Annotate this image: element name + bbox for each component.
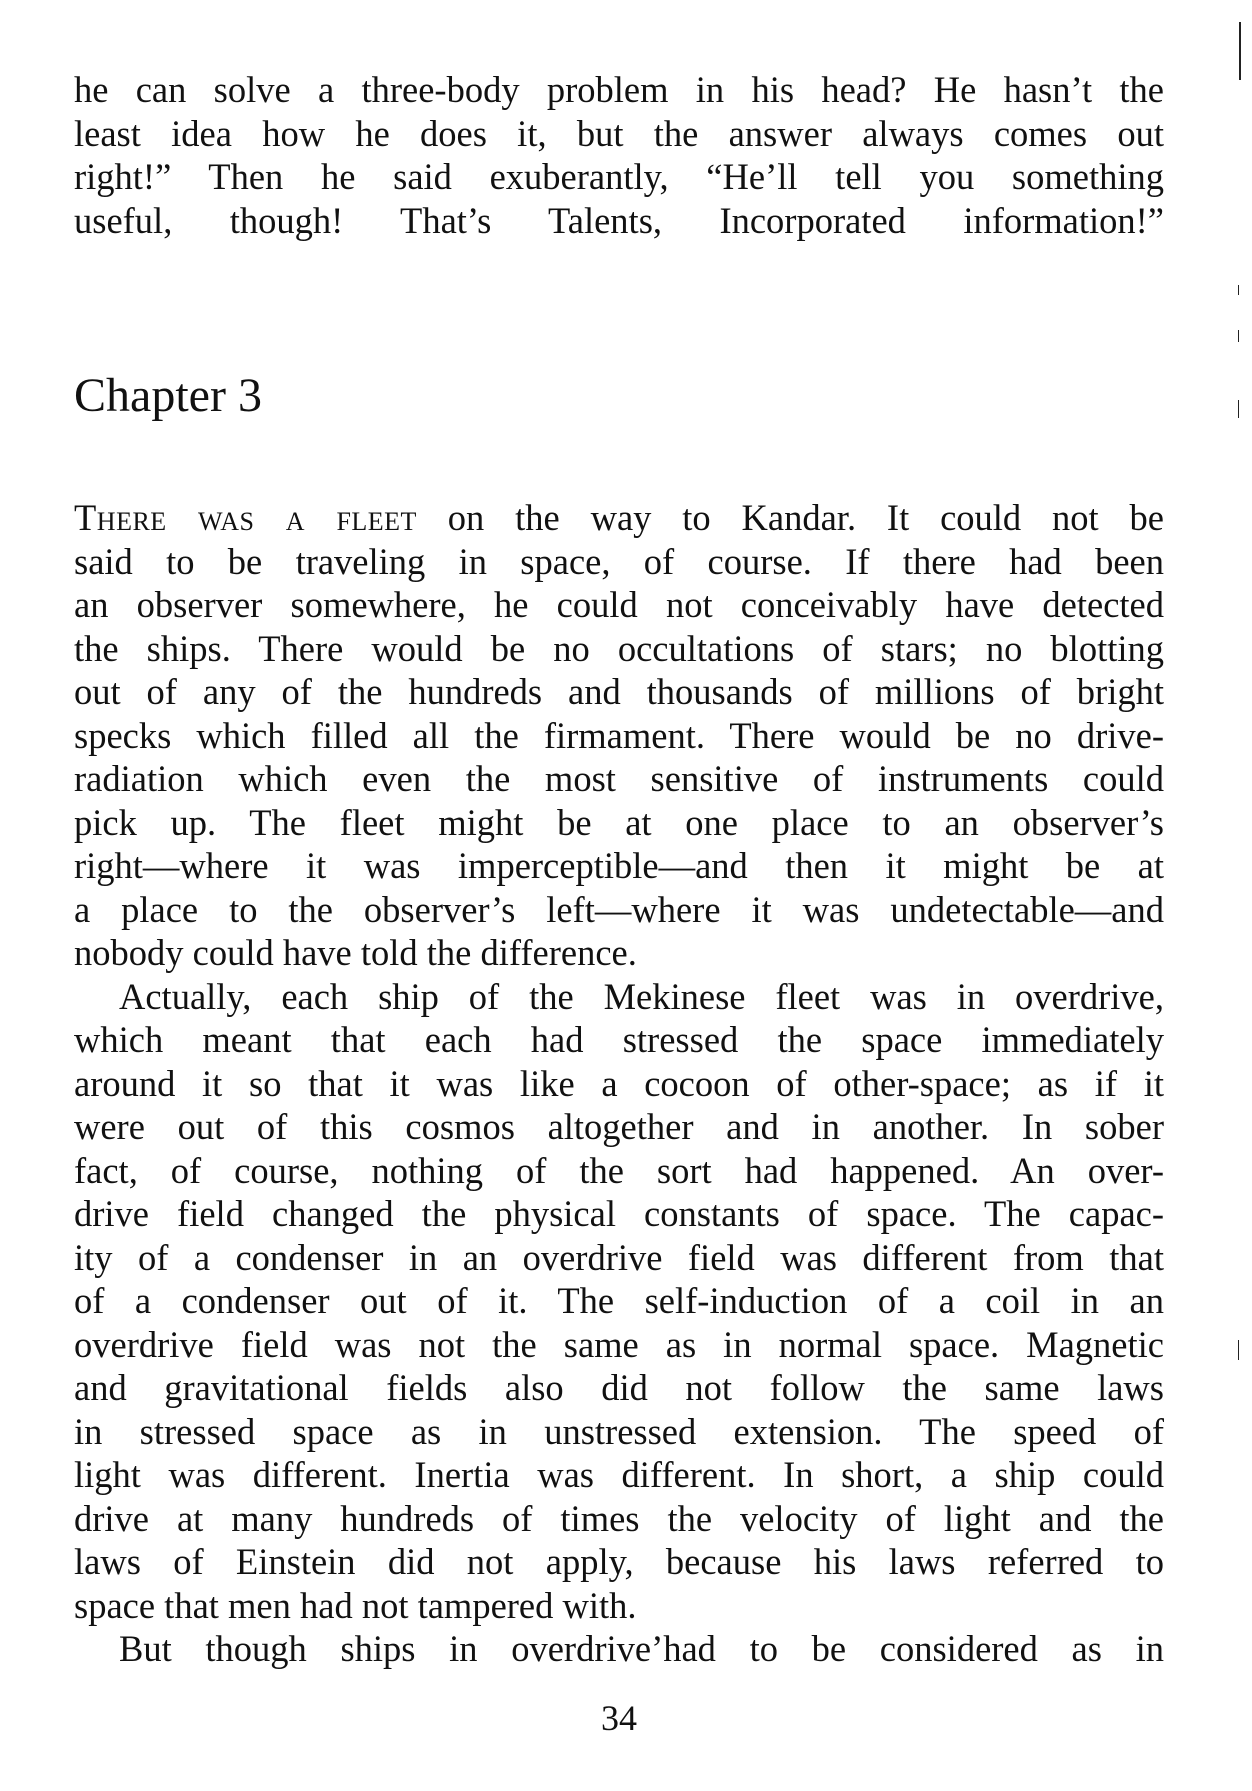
text-line: drive at many hundreds of times the velocity of light and the bbox=[74, 1497, 1164, 1539]
text-line: overdrive field was not the same as in normal space. Magnetic bbox=[74, 1323, 1164, 1365]
text-line: space that men had not tampered with. bbox=[74, 1584, 637, 1626]
text-line: of a condenser out of it. The self-induction of a coil in an bbox=[74, 1280, 1164, 1321]
text-line bbox=[74, 496, 1164, 540]
text-line: were out of this cosmos altogether and in another. In sober bbox=[74, 1106, 1164, 1147]
text-line: right!” Then he said exuberantly, “He’ll tell you something bbox=[74, 156, 1164, 197]
text-line: which meant that each had stressed the space immediately bbox=[74, 1019, 1164, 1060]
text-line: pick up. The fleet might be at one place to an observer’s bbox=[74, 801, 1164, 843]
text-line: Actually, each ship of the Mekinese fleet was in overdrive, bbox=[119, 975, 1164, 1017]
lead-line-rest: on the way to Kandar. It could not be bbox=[416, 497, 1164, 538]
text-line: ity of a condenser in an overdrive field was different from that bbox=[74, 1236, 1164, 1278]
book-page bbox=[74, 0, 1164, 1791]
text-line: radiation which even the most sensitive of instruments could bbox=[74, 758, 1164, 799]
text-line: out of any of the hundreds and thousands of millions of bright bbox=[74, 671, 1164, 712]
page-number: 34 bbox=[601, 1698, 637, 1738]
text-line: light was different. Inertia was different. In short, a ship could bbox=[74, 1454, 1164, 1495]
text-line: around it so that it was like a cocoon of other-space; as if it bbox=[74, 1062, 1164, 1104]
scan-edge-mark bbox=[1238, 400, 1239, 418]
text-line: drive field changed the physical constants of space. The capac- bbox=[74, 1193, 1164, 1234]
text-line: specks which filled all the firmament. There would be no drive- bbox=[74, 714, 1164, 756]
text-line: a place to the observer’s left—where it was undetectable—and bbox=[74, 888, 1164, 930]
scan-edge-mark bbox=[1238, 1340, 1239, 1360]
text-line: and gravitational fields also did not follow the same laws bbox=[74, 1367, 1164, 1408]
text-line: said to be traveling in space, of course. If there had been bbox=[74, 540, 1164, 582]
opening-passage bbox=[74, 68, 1164, 242]
text-line: an observer somewhere, he could not conceivably have detected bbox=[74, 584, 1164, 625]
text-line: right—where it was imperceptible—and then it might be at bbox=[74, 845, 1164, 886]
text-line: fact, of course, nothing of the sort had happened. An over- bbox=[74, 1149, 1164, 1191]
text-line: least idea how he does it, but the answer always comes out bbox=[74, 112, 1164, 154]
scan-edge-mark bbox=[1238, 330, 1239, 342]
text-line: in stressed space as in unstressed extension. The speed of bbox=[74, 1410, 1164, 1452]
chapter-body bbox=[74, 496, 1164, 1671]
chapter-title: Chapter 3 bbox=[74, 369, 262, 422]
scan-edge-mark bbox=[1239, 22, 1241, 80]
text-line: useful, though! That’s Talents, Incorporated information!” bbox=[74, 199, 1164, 241]
text-line: the ships. There would be no occultations of stars; no blotting bbox=[74, 627, 1164, 669]
text-line: he can solve a three-body problem in his head? He hasn’t the bbox=[74, 69, 1164, 110]
scan-edge-mark bbox=[1238, 285, 1239, 295]
lead-in-smallcaps: There was a fleet bbox=[74, 497, 417, 538]
text-line: laws of Einstein did not apply, because his laws referred to bbox=[74, 1541, 1164, 1582]
text-line: nobody could have told the difference. bbox=[74, 932, 637, 973]
text-line: But though ships in overdrive’had to be considered as in bbox=[119, 1628, 1164, 1669]
